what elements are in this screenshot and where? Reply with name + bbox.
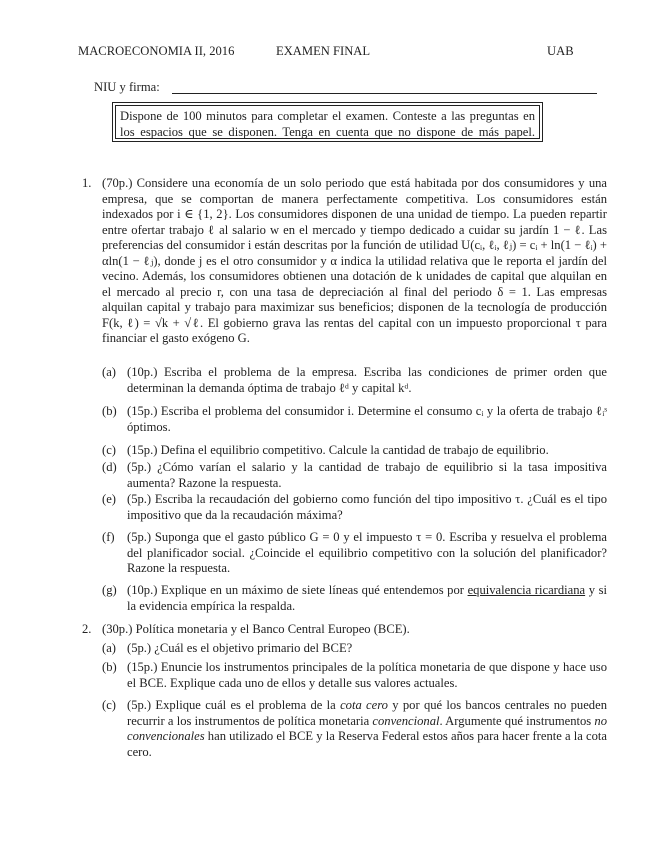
subquestion-2c (102, 698, 607, 760)
subquestion-1g (102, 583, 607, 614)
sub-label: (e) (102, 492, 116, 506)
university: UAB (547, 44, 574, 58)
sub-text: (10p.) Escriba el problema de la empresa. Escriba las condiciones de primer orden que determinan la demanda óptima de trabajo ℓᵈ y capital kᵈ. (127, 365, 607, 395)
question-text: (70p.) Considere una economía de un solo periodo que está habitada por dos consumidores y una empresa, que se comportan de manera perfectamente competitiva. Los consumidores están indexados por i ∈ {1, 2}. Los consumidores disponen de una unidad de tiempo. La pueden repartir entre ofertar trabajo ℓ al salario w en el mercado y tiempo dedicado a cuidar su jardín 1 − ℓ. Las preferencias del consumidor i están descritas por la función de utilidad U(cᵢ, ℓᵢ, ℓⱼ) = cᵢ + ln(1 − ℓᵢ) + αln(1 − ℓⱼ), donde j es el otro consumidor y α indica la utilidad relativa que le reporta el jardín del vecino. Además, los consumidores obtienen una dotación de k unidades de capital que alquilan en el mercado al precio r, con una tasa de depreciación al final del periodo δ = 1. Las empresas alquilan capital y trabajo para maximizar sus beneficios; disponen de la tecnología de producción F(k, ℓ) = √k + √ℓ. El gobierno grava las rentas del capital con un impuesto proporcional τ para financiar el gasto exógeno G. (102, 176, 607, 345)
subquestion-2b (102, 660, 607, 691)
sub-label: (b) (102, 660, 117, 674)
sub-text: (15p.) Escriba el problema del consumidor i. Determine el consumo cᵢ y la oferta de trabajo ℓᵢˢ óptimos. (127, 404, 607, 434)
sub-text: (15p.) Defina el equilibrio competitivo. Calcule la cantidad de trabajo de equilibrio. (127, 443, 549, 457)
text-segment: . Argumente qué instrumentos (439, 713, 595, 728)
signature-line (172, 93, 597, 94)
sub-text: (5p.) Escriba la recaudación del gobierno como función del tipo impositivo τ. ¿Cuál es el tipo impositivo que da la recaudación máxima? (127, 492, 607, 522)
question-number: 1. (82, 176, 92, 190)
subquestion-1e (102, 492, 607, 523)
text-segment: (5p.) Explique cuál es el problema de la (127, 698, 341, 712)
text-segment: y por qué los bancos centrales no pueden recurrir a los instrumentos de política monetaria (127, 698, 607, 728)
subquestion-1f (102, 530, 607, 577)
underlined-term: equivalencia ricardiana (467, 583, 586, 597)
subquestion-1b (102, 404, 607, 435)
subquestion-1d (102, 460, 607, 491)
sub-label: (a) (102, 365, 116, 379)
subquestion-1c (102, 443, 607, 459)
italic-term: convencional (372, 713, 440, 728)
sub-text: (15p.) Enuncie los instrumentos principales de la política monetaria de que dispone y hace uso el BCE. Explique cada uno de ellos y detalle sus valores actuales. (127, 660, 607, 690)
exam-title: EXAMEN FINAL (276, 44, 371, 58)
question-1 (82, 176, 607, 347)
sub-text (127, 698, 607, 760)
sub-label: (b) (102, 404, 117, 418)
text-segment: han utilizado el BCE y la Reserva Federal estos años para hacer frente a la cota cero. (127, 729, 607, 759)
subquestion-1a (102, 365, 607, 396)
italic-term: cota cero (340, 698, 388, 712)
course-title: MACROECONOMIA II, 2016 (78, 44, 235, 58)
sub-label: (a) (102, 641, 116, 655)
sub-label: (d) (102, 460, 117, 474)
sub-label: (g) (102, 583, 117, 597)
niu-label: NIU y firma: (94, 80, 160, 94)
question-number: 2. (82, 622, 92, 636)
instructions-text: Dispone de 100 minutos para completar el examen. Conteste a las preguntas en los espacios que se disponen. Tenga en cuenta que no dispone de más papel. (115, 105, 540, 139)
sub-text: (5p.) Suponga que el gasto público G = 0 y el impuesto τ = 0. Escriba y resuelva el problema del planificador social. ¿Coincide el equilibrio competitivo con la solución del planificador? Razone la respuesta. (127, 530, 607, 575)
question-2 (82, 622, 607, 638)
instructions-box (112, 102, 543, 142)
text-segment: (10p.) Explique en un máximo de siete líneas qué entendemos por (127, 583, 468, 597)
italic-term: no convencionales (127, 713, 607, 743)
sub-text: (5p.) ¿Cuál es el objetivo primario del BCE? (127, 641, 353, 655)
sub-label: (c) (102, 443, 116, 457)
text-segment: y si la evidencia empírica la respalda. (127, 583, 607, 613)
subquestion-2a (102, 641, 607, 657)
sub-text: (5p.) ¿Cómo varían el salario y la cantidad de trabajo de equilibrio si la tasa impositiva aumenta? Razone la respuesta. (127, 460, 607, 490)
sub-text (127, 583, 607, 614)
sub-label: (c) (102, 698, 116, 712)
sub-label: (f) (102, 530, 115, 544)
question-text: (30p.) Política monetaria y el Banco Central Europeo (BCE). (102, 622, 410, 636)
